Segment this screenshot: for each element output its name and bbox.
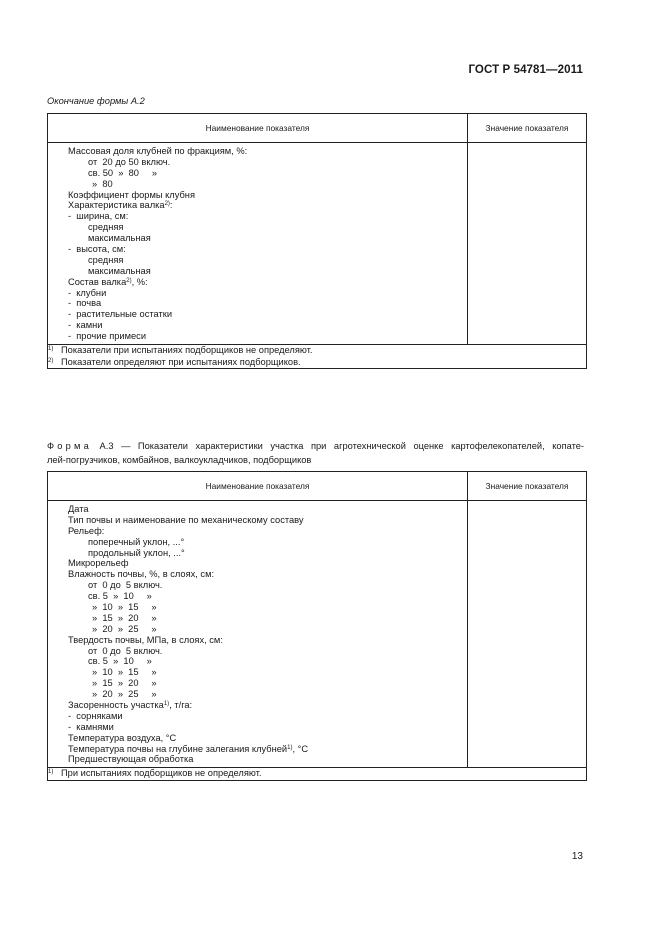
footnote-text: Показатели определяют при испытаниях подборщиков.	[61, 356, 301, 367]
indicator-text: св. 5 » 10 »	[88, 591, 152, 602]
indicator-line	[68, 146, 467, 157]
indicator-line	[68, 722, 467, 733]
indicator-text: св. 50 » 80 »	[88, 167, 158, 178]
table-body-row	[48, 143, 587, 345]
indicator-text: Состав валка	[68, 276, 127, 287]
indicator-text: Влажность почвы, %, в слоях, см:	[68, 569, 215, 580]
indicator-line	[68, 689, 467, 700]
table-notes-row	[48, 345, 587, 369]
indicator-line	[68, 667, 467, 678]
indicator-text: Рельеф:	[68, 525, 105, 536]
indicator-line	[68, 168, 467, 179]
form-a2-caption: Окончание формы А.2	[47, 96, 145, 106]
footnotes-cell	[48, 345, 587, 369]
indicator-text: - высота, см:	[68, 244, 126, 255]
indicator-line	[68, 331, 467, 342]
indicator-text: » 10 » 15 »	[92, 667, 157, 678]
indicator-line	[68, 537, 467, 548]
indicator-line	[68, 591, 467, 602]
table-header-row	[48, 114, 587, 143]
indicator-list	[48, 143, 467, 344]
indicator-line	[68, 613, 467, 624]
indicator-line	[68, 558, 467, 569]
indicator-line	[68, 656, 467, 667]
column-header-value: Значение показателя	[468, 114, 587, 143]
indicator-text: Засоренность участка	[68, 700, 164, 711]
indicator-line	[68, 200, 467, 211]
footnote: $^{2)}$ Показатели определяют при испытаниях подборщиков.	[48, 356, 301, 367]
table-notes-row	[48, 768, 587, 781]
footnote-text: При испытаниях подборщиков не определяют.	[61, 768, 262, 779]
indicator-line	[68, 504, 467, 515]
indicator-text: Тип почвы и наименование по механическому составу	[68, 514, 304, 525]
indicator-line	[68, 646, 467, 657]
indicator-text: - растительные остатки	[68, 309, 173, 320]
form-a3-caption-line2: лей-погрузчиков, комбайнов, валкоукладчиков, подборщиков	[47, 455, 312, 465]
indicator-line	[68, 320, 467, 331]
indicator-line	[68, 580, 467, 591]
indicator-line	[68, 678, 467, 689]
indicator-line	[68, 255, 467, 266]
indicator-values-cell	[468, 501, 587, 768]
indicator-line	[68, 157, 467, 168]
column-header-value: Значение показателя	[468, 472, 587, 501]
indicator-text: св. 5 » 10 »	[88, 656, 152, 667]
column-header-name: Наименование показателя	[48, 114, 468, 143]
indicator-text: Характеристика валка	[68, 200, 165, 211]
form-a3-caption	[47, 441, 584, 451]
indicator-text: - прочие примеси	[68, 331, 147, 342]
indicator-line	[68, 526, 467, 537]
indicator-names-cell	[48, 143, 468, 345]
indicator-text: - камнями	[68, 721, 114, 732]
indicator-text: Предшествующая обработка	[68, 754, 194, 765]
indicator-text: от 0 до 5 включ.	[88, 580, 163, 591]
indicator-line	[68, 266, 467, 277]
indicator-values-cell	[468, 143, 587, 345]
form-a3-table	[47, 471, 587, 781]
indicator-names-cell	[48, 501, 468, 768]
footnote: $^{1)}$ При испытаниях подборщиков не определяют.	[48, 768, 262, 779]
indicator-text: Массовая доля клубней по фракциям, %:	[68, 146, 248, 156]
indicator-text: Коэффициент формы клубня	[68, 189, 195, 200]
indicator-line	[68, 179, 467, 190]
indicator-line	[68, 711, 467, 722]
indicator-text: средняя	[88, 254, 124, 265]
indicator-text: » 20 » 25 »	[92, 689, 157, 700]
indicator-list	[48, 501, 467, 767]
indicator-text: » 20 » 25 »	[92, 623, 157, 634]
indicator-line	[68, 244, 467, 255]
indicator-text: » 80	[92, 178, 113, 189]
indicator-text-suffix: , т/га:	[169, 700, 193, 711]
footnote-ref: 2)	[164, 201, 170, 208]
indicator-text: - почва	[68, 298, 102, 309]
indicator-line	[68, 277, 467, 288]
footnote-ref: 2)	[126, 277, 132, 284]
indicator-text: средняя	[88, 222, 124, 233]
page-number: 13	[571, 851, 583, 862]
indicator-line	[68, 211, 467, 222]
indicator-line	[68, 548, 467, 559]
footnote-ref: 1)	[287, 744, 293, 751]
footnote: $^{1)}$ Показатели при испытаниях подборщиков не определяют.	[48, 345, 313, 356]
indicator-line	[68, 733, 467, 744]
form-a2-table	[47, 113, 587, 369]
footnotes-cell	[48, 768, 587, 781]
indicator-text: от 20 до 50 включ.	[88, 156, 171, 167]
footnote-ref: 1)	[163, 701, 170, 708]
indicator-text: » 15 » 20 »	[92, 678, 157, 689]
indicator-text: - камни	[68, 320, 103, 331]
indicator-line	[68, 233, 467, 244]
document-standard-number: ГОСТ Р 54781—2011	[468, 64, 583, 76]
indicator-line	[68, 190, 467, 201]
indicator-line	[68, 602, 467, 613]
table-body-row	[48, 501, 587, 768]
indicator-text: » 15 » 20 »	[92, 612, 157, 623]
indicator-line	[68, 288, 467, 299]
table-header-row	[48, 472, 587, 501]
indicator-line	[68, 635, 467, 646]
indicator-line	[68, 754, 467, 765]
form-a3-caption-text: А.3 — Показатели характеристики участка при агротехнической оценке картофелекопателей, копате-	[91, 441, 584, 451]
indicator-line	[68, 569, 467, 580]
indicator-text: от 0 до 5 включ.	[88, 645, 163, 656]
indicator-line	[68, 744, 467, 755]
indicator-line	[68, 298, 467, 309]
indicator-line	[68, 309, 467, 320]
column-header-name: Наименование показателя	[48, 472, 468, 501]
indicator-text-suffix: , %:	[131, 276, 148, 287]
indicator-text: Температура почвы на глубине залегания клубней	[68, 743, 288, 754]
indicator-text-suffix: , °С	[292, 743, 309, 754]
indicator-text: - ширина, см:	[68, 211, 129, 222]
indicator-text: - сорняками	[68, 710, 123, 721]
indicator-text: Твердость почвы, МПа, в слоях, см:	[68, 634, 223, 645]
indicator-text: » 10 » 15 »	[92, 602, 157, 613]
indicator-text: Дата	[68, 504, 89, 514]
form-a3-caption-prefix: Форма	[47, 441, 92, 451]
indicator-text: Температура воздуха, °С	[68, 732, 177, 743]
indicator-text: максимальная	[88, 233, 151, 244]
indicator-text: - клубни	[68, 287, 107, 298]
indicator-text: максимальная	[88, 265, 151, 276]
footnote-text: Показатели при испытаниях подборщиков не определяют.	[61, 345, 313, 356]
indicator-text: поперечный уклон, ...°	[88, 536, 185, 547]
indicator-text: Микрорельеф	[68, 558, 129, 569]
indicator-line	[68, 515, 467, 526]
indicator-line	[68, 222, 467, 233]
indicator-text-suffix: :	[169, 200, 173, 211]
indicator-line	[68, 700, 467, 711]
indicator-text: продольный уклон, ...°	[88, 547, 185, 558]
indicator-line	[68, 624, 467, 635]
